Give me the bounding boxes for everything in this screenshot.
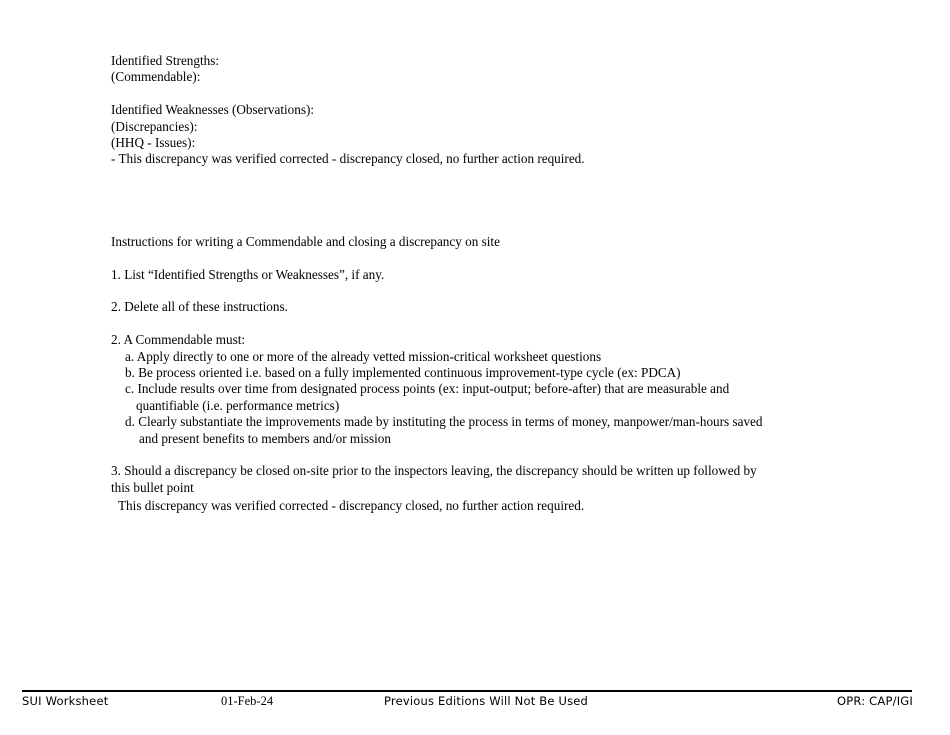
commendable-criterion-c: c. Include results over time from designated process points (ex: input-output; before-after) that are measurable and [125, 381, 730, 397]
commendable-criterion-c-cont: quantifiable (i.e. performance metrics) [136, 397, 340, 413]
footer-form-name: SUI Worksheet [22, 694, 109, 708]
commendable-criterion-b: b. Be process oriented i.e. based on a fully implemented continuous improvement-type cycle (ex: PDCA) [125, 365, 681, 381]
commendable-label: (Commendable): [111, 69, 201, 85]
discrepancies-label: (Discrepancies): [111, 118, 198, 134]
weaknesses-heading: Identified Weaknesses (Observations): [111, 102, 315, 118]
strengths-heading: Identified Strengths: [111, 53, 220, 68]
commendable-criterion-a: a. Apply directly to one or more of the already vetted mission-critical worksheet questions [125, 348, 602, 364]
hhq-issues-label: (HHQ - Issues): [111, 135, 196, 151]
instruction-item-2: 2. Delete all of these instructions. [111, 299, 288, 315]
instruction-item-commendable: 2. A Commendable must: [111, 332, 246, 348]
footer-editions-note: Previous Editions Will Not Be Used [384, 694, 589, 708]
worksheet-body [111, 53, 871, 515]
closed-discrepancy-bullet: - This discrepancy was verified corrected - discrepancy closed, no further action required. [111, 151, 585, 167]
footer-date: 01-Feb-24 [221, 694, 274, 708]
instruction-item-1: 1. List “Identified Strengths or Weaknesses”, if any. [111, 266, 385, 282]
commendable-criterion-d-cont: and present benefits to members and/or mission [139, 430, 391, 446]
instruction-item-3: 3. Should a discrepancy be closed on-site prior to the inspectors leaving, the discrepancy should be written up followed by [111, 463, 757, 479]
footer-divider [22, 690, 912, 692]
instruction-item-3-cont: this bullet point [111, 479, 194, 495]
commendable-criterion-d: d. Clearly substantiate the improvements made by instituting the process in terms of money, manpower/man-hours saved [125, 414, 763, 430]
closing-example-bullet: This discrepancy was verified corrected - discrepancy closed, no further action required. [118, 498, 585, 514]
footer-opr: OPR: CAP/IGI [837, 694, 913, 708]
instructions-title: Instructions for writing a Commendable and closing a discrepancy on site [111, 233, 500, 249]
